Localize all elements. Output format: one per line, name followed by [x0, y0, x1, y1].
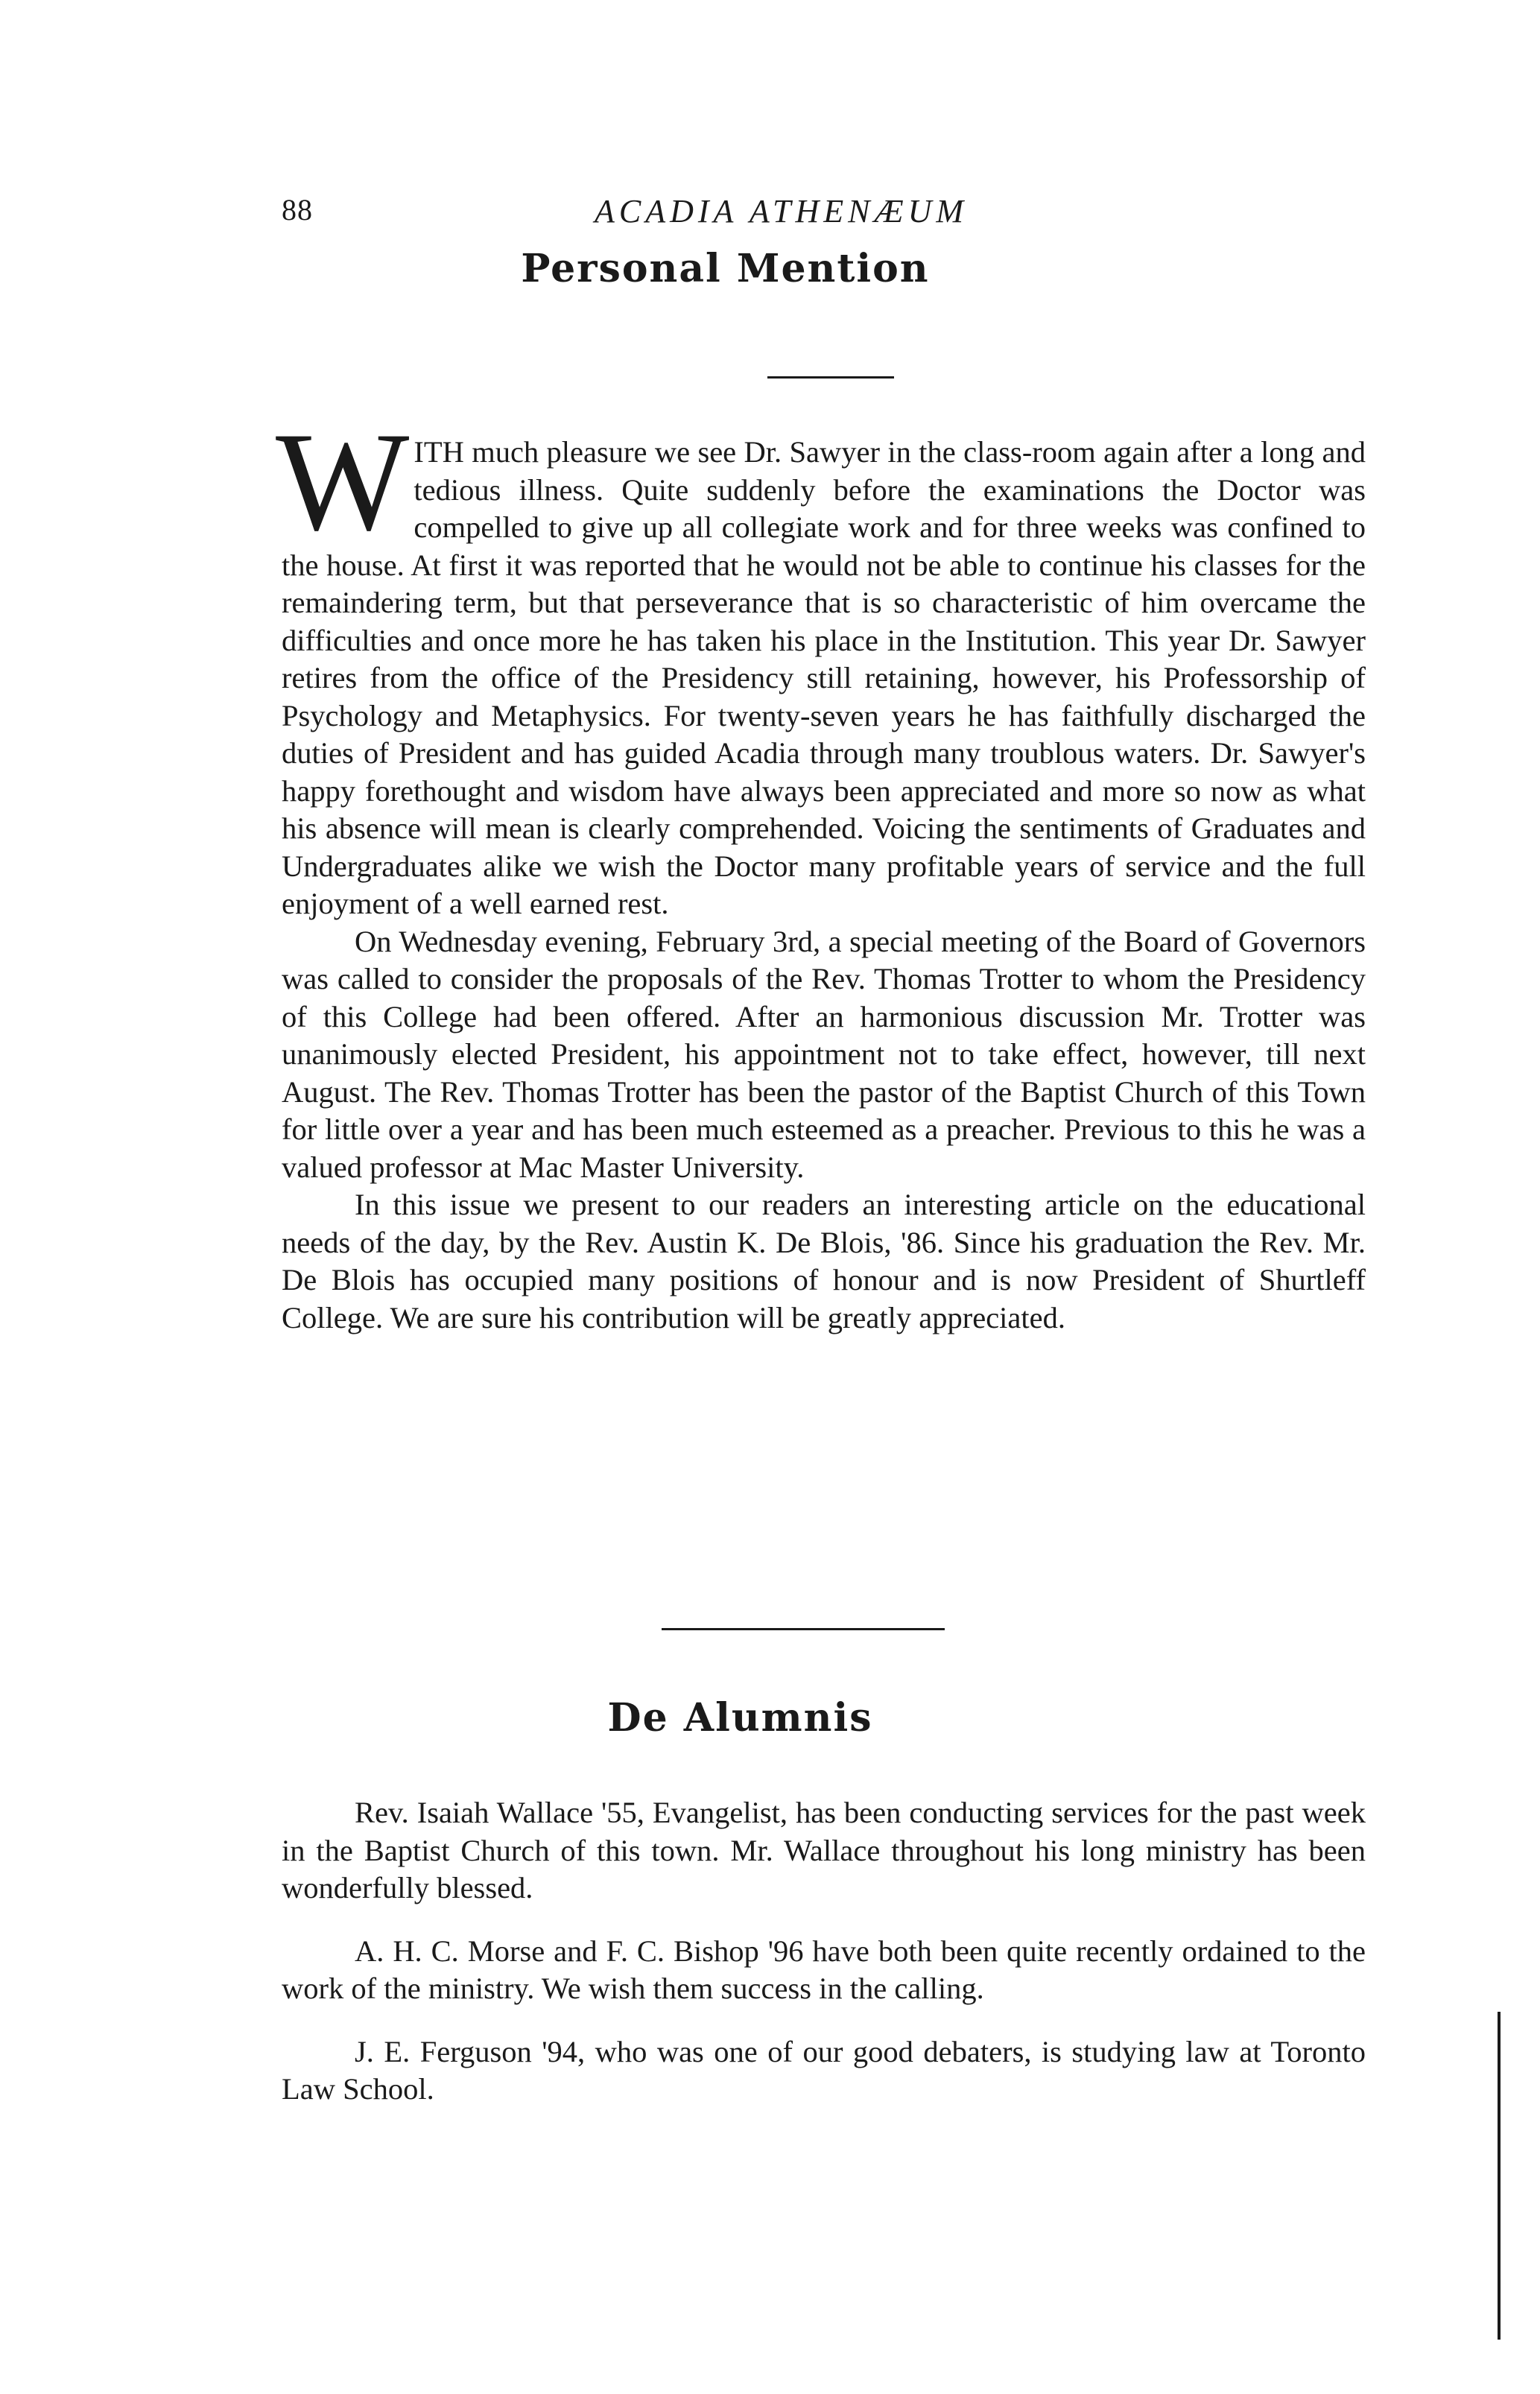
alumni-body — [282, 1794, 1366, 2134]
scan-edge-mark — [1498, 2012, 1501, 2340]
section-divider — [767, 376, 894, 379]
alumni-item: Rev. Isaiah Wallace '55, Evangelist, has been conducting services for the past week in the Baptist Church of this town. Mr. Wallace throughout his long ministry has been wonderfully blessed. — [282, 1796, 1366, 1904]
personal-mention-heading: Personal Mention — [521, 246, 930, 291]
alumni-heading: De Alumnis — [607, 1695, 873, 1741]
personal-paragraph-2: On Wednesday evening, February 3rd, a special meeting of the Board of Governors was called to consider the proposals of the Rev. Thomas Trotter to whom the Presidency of this College had been offered. After an harmonious discussion Mr. Trotter was unanimously elected President, his appointment not to take effect, however, till next August. The Rev. Thomas Trotter has been the pastor of the Baptist Church of this Town for little over a year and has been much esteemed as a preacher. Previous to this he was a valued professor at Mac Master University. — [282, 924, 1366, 1184]
alumni-item: J. E. Ferguson '94, who was one of our good debaters, is studying law at Toronto Law School. — [282, 2034, 1366, 2106]
personal-paragraph-1-text: ITH much pleasure we see Dr. Sawyer in the class-room again after a long and tedious illness. Quite suddenly before the examinations the Doctor was compelled to give up all collegiate work and for three weeks was confined to the house. At first it was reported that he would not be able to continue his classes for the remaindering term, but that perseverance that is so characteristic of him overcame the difficulties and once more he has taken his place in the Institution. This year Dr. Sawyer retires from the office of the Presidency still retaining, however, his Professorship of Psychology and Metaphysics. For twenty-seven years he has faithfully discharged the duties of President and has guided Acadia through many troublous waters. Dr. Sawyer's happy forethought and wisdom have always been appreciated and more so now as what his absence will mean is clearly comprehended. Voicing the sentiments of Graduates and Undergraduates alike we wish the Doctor many profitable years of service and the full enjoyment of a well earned rest. — [282, 435, 1366, 920]
personal-paragraph-3: In this issue we present to our readers an interesting article on the educational needs of the day, by the Rev. Austin K. De Blois, '86. Since his graduation the Rev. Mr. De Blois has occupied many positions of honour and is now President of Shurtleff College. We are sure his contribution will be greatly appreciated. — [282, 1188, 1366, 1334]
alumni-item: A. H. C. Morse and F. C. Bishop '96 have both been quite recently ordained to the work of the ministry. We wish them success in the calling. — [282, 1934, 1366, 2005]
journal-title: ACADIA ATHENÆUM — [595, 193, 969, 229]
drop-cap: W — [276, 404, 410, 560]
running-head — [282, 192, 1369, 237]
personal-mention-body — [276, 404, 1366, 1337]
page-number: 88 — [282, 193, 313, 227]
personal-paragraph-1 — [276, 404, 1366, 923]
section-divider — [662, 1628, 945, 1630]
